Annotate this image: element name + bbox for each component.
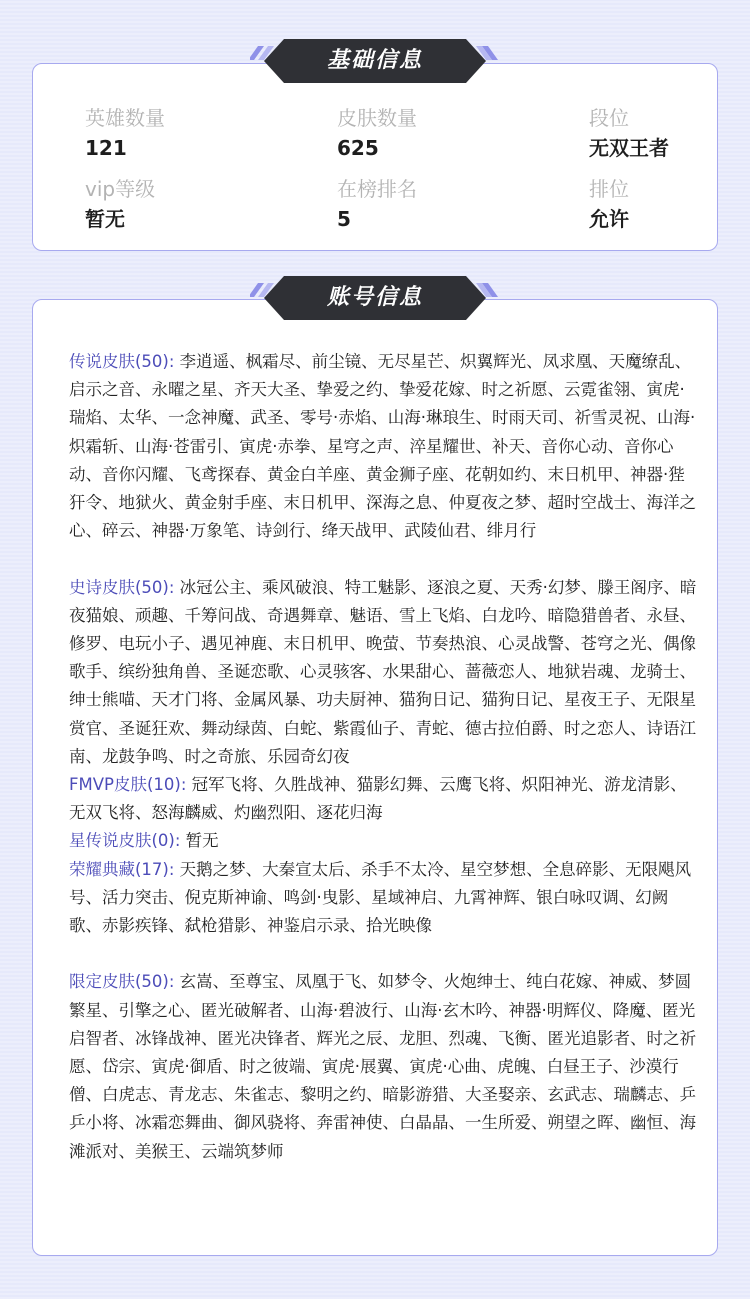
epic-skins (69, 574, 697, 771)
stat-label: 英雄数量 (85, 106, 165, 130)
stat-value: 5 (337, 207, 351, 231)
category-label: 传说皮肤(50): (69, 352, 175, 371)
stat-label: 在榜排名 (337, 177, 417, 201)
section-title: 账号信息 (326, 285, 423, 310)
spacer (69, 940, 697, 968)
stat-leaderboard-rank (337, 176, 417, 232)
stat-hero-count (85, 105, 165, 161)
account-info-banner (250, 275, 500, 321)
limited-skins (69, 968, 697, 1165)
category-label: 限定皮肤(50): (69, 972, 175, 992)
skin-names: 李逍遥、枫霜尽、前尘镜、无尽星芒、炽翼辉光、凤求凰、天魔缭乱、启示之音、永曜之星、齐天大圣、挚爱之约、挚爱花嫁、时之祈愿、云霓雀翎、寅虎·瑞焰、太华、一念神魔、武圣、零号·赤焰、山海·琳琅生、时雨天司、祈雪灵祝、山海·炽霜斩、山海·苍雷引、寅虎·赤拳、星穹之声、淬星耀世、补天、音你心动、音你心动、音你闪耀、飞鸢探春、黄金白羊座、黄金狮子座、花朝如约、末日机甲、神器·狴犴令、地狱火、黄金射手座、末日机甲、深海之息、仲夏夜之梦、超时空战士、海洋之心、碎云、神器·万象笔、诗剑行、绛天战甲、武陵仙君、绯月行 (69, 352, 696, 541)
stat-value: 无双王者 (589, 136, 669, 160)
skin-names: 暂无 (180, 831, 219, 851)
skin-names: 玄嵩、至尊宝、凤凰于飞、如梦令、火炮绅士、纯白花嫁、神威、梦圆繁星、引擎之心、匿光破解者、山海·碧波行、山海·玄木吟、神器·明辉仪、降魔、匿光启智者、冰锋战神、匿光决锋者、辉光之辰、龙胆、烈魂、飞衡、匿光追影者、时之祈愿、岱宗、寅虎·御盾、时之彼端、寅虎·展翼、寅虎·心曲、虎魄、白昼王子、沙漠行僧、白虎志、青龙志、朱雀志、黎明之约、暗影游猎、大圣娶亲、玄武志、瑞麟志、乒乒小将、冰霜恋舞曲、御风骁将、奔雷神使、白晶晶、一生所爱、朔望之晖、幽恒、海滩派对、美猴王、云端筑梦师 (69, 972, 696, 1161)
skin-names: 冰冠公主、乘风破浪、特工魅影、逐浪之夏、天秀·幻梦、滕王阁序、暗夜猫娘、顽趣、千筹问战、奇遇舞章、魅语、雪上飞焰、白龙吟、暗隐猎兽者、永昼、修罗、电玩小子、遇见神鹿、末日机甲、晚萤、节奏热浪、心灵战警、苍穹之光、偶像歌手、缤纷独角兽、圣诞恋歌、心灵骇客、水果甜心、蔷薇恋人、地狱岩魂、龙骑士、绅士熊喵、天才门将、金属风暴、功夫厨神、猫狗日记、猫狗日记、星夜王子、无限星赏官、圣诞狂欢、舞动绿茵、白蛇、紫霞仙子、青蛇、德古拉伯爵、时之恋人、诗语江南、龙鼓争鸣、时之奇旅、乐园奇幻夜 (69, 577, 697, 766)
stat-label: 皮肤数量 (337, 106, 417, 130)
basic-info-card (32, 63, 718, 251)
stat-skin-count (337, 105, 417, 161)
stat-label: vip等级 (85, 177, 156, 201)
category-label: FMVP皮肤(10): (69, 775, 187, 795)
stat-value: 暂无 (85, 207, 125, 231)
glory-collection-skins (69, 856, 697, 941)
stat-label: 排位 (589, 177, 629, 201)
stat-vip-level (85, 176, 155, 232)
fmvp-skins (69, 771, 697, 827)
skin-names: 冠军飞将、久胜战神、猫影幻舞、云鹰飞将、炽阳神光、游龙清影、无双飞将、怒海麟威、灼幽烈阳、逐花归海 (69, 775, 687, 823)
stat-value: 625 (337, 136, 379, 160)
account-info-card (32, 299, 718, 1256)
spacer (69, 545, 697, 573)
stat-value: 允许 (589, 207, 629, 231)
stat-value: 121 (85, 136, 127, 160)
skin-names: 天鹅之梦、大秦宣太后、杀手不太冷、星空梦想、全息碎影、无限飓风号、活力突击、倪克斯神谕、鸣剑·曳影、星域神启、九霄神辉、银白咏叹调、幻阙歌、赤影疾锋、弑枪猎影、神鉴启示录、拾光映像 (69, 859, 692, 936)
star-legend-skins (69, 827, 697, 855)
legend-skins (69, 348, 697, 545)
basic-info-banner (250, 38, 500, 84)
stat-rank-tier (589, 105, 669, 161)
stat-ranked-allowed (589, 176, 629, 232)
category-label: 星传说皮肤(0): (69, 831, 181, 851)
category-label: 荣耀典藏(17): (69, 859, 175, 879)
stat-label: 段位 (589, 106, 629, 130)
category-label: 史诗皮肤(50): (69, 577, 175, 597)
section-title: 基础信息 (326, 48, 423, 73)
skin-list (69, 348, 697, 1166)
